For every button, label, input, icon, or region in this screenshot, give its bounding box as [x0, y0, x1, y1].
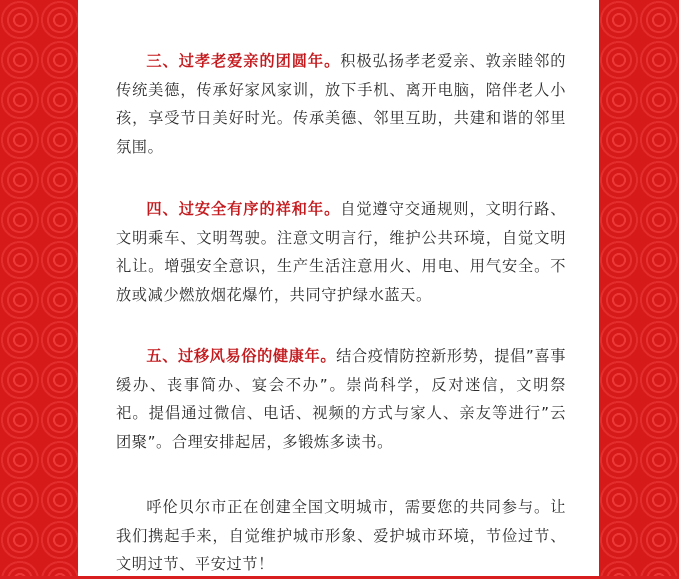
section-paragraph — [116, 195, 566, 309]
closing-text: 呼伦贝尔市正在创建全国文明城市，需要您的共同参与。让我们携起手来，自觉维护城市形象、爱护城市环境，节俭过节、文明过节、平安过节！ — [116, 498, 566, 574]
section-paragraph — [116, 342, 566, 456]
section-paragraph — [116, 47, 566, 161]
section-body: 积极弘扬孝老爱亲、敦亲睦邻的传统美德，传承好家风家训，放下手机、离开电脑，陪伴老人小孩，享受节日美好时光。传承美德、邻里互助，共建和谐的邻里氛围。 — [116, 52, 567, 156]
decorative-border-left — [0, 0, 78, 576]
decorative-border-right — [599, 0, 679, 576]
article-panel — [78, 0, 599, 576]
section-heading: 三、过孝老爱亲的团圆年。 — [146, 52, 341, 71]
closing-paragraph — [116, 493, 566, 579]
section-heading: 五、过移风易俗的健康年。 — [146, 347, 337, 366]
section-body: 结合疫情防控新形势，提倡”喜事缓办、丧事简办、宴会不办”。崇尚科学，反对迷信，文明祭祀。提倡通过微信、电话、视频的方式与家人、亲友等进行”云团聚”。合理安排起居，多锻炼多读书。 — [116, 347, 567, 451]
section-body: 自觉遵守交通规则，文明行路、文明乘车、文明驾驶。注意文明言行，维护公共环境，自觉文明礼让。增强安全意识，生产生活注意用火、用电、用气安全。不放或减少燃放烟花爆竹，共同守护绿水蓝天。 — [116, 200, 567, 304]
section-heading: 四、过安全有序的祥和年。 — [146, 200, 341, 219]
